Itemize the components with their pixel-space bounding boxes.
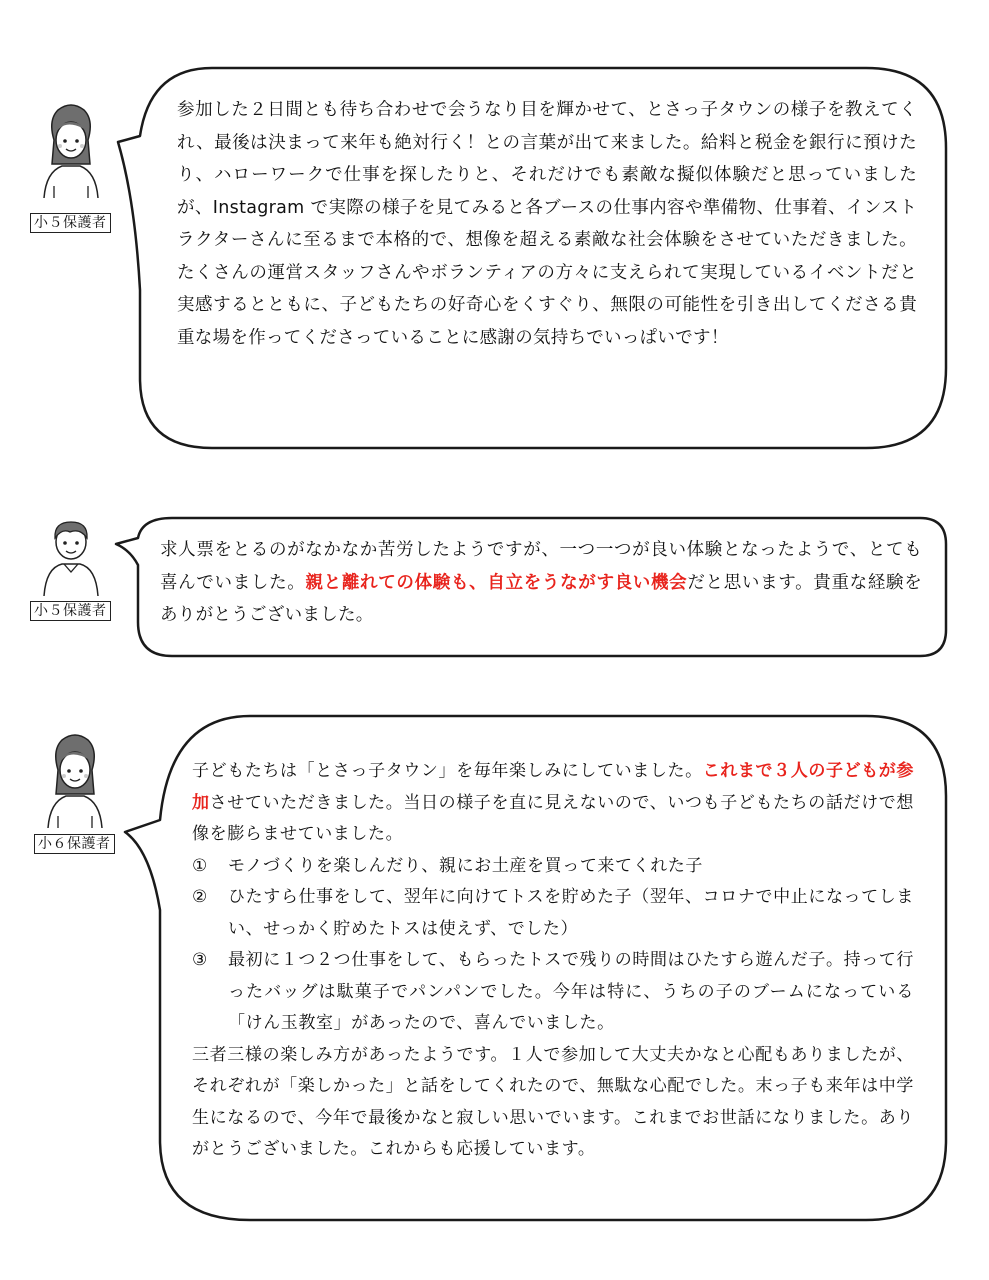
list-item-number: ③ xyxy=(192,950,208,970)
woman-avatar-icon xyxy=(40,730,110,830)
list-item-text: ひたすら仕事をして、翌年に向けてトスを貯めた子（翌年、コロナで中止になってしまい、せっかく貯めたトスは使えず、でした） xyxy=(228,887,914,939)
comment-intro-start: 子どもたちは「とさっ子タウン」を毎年楽しみにしていました。 xyxy=(192,761,703,781)
comment-text-start: 求人票をとるのがなかなか苦労したようですが、一つ一つが良い体験となったようで、とても喜んでいました。 xyxy=(160,540,922,593)
respondent-label: 小６保護者 xyxy=(34,834,115,854)
list-item xyxy=(192,851,914,883)
comment-closing: 三者三様の楽しみ方があったようです。１人で参加して大丈夫かなと心配もありましたが、それぞれが「楽しかった」と話をしてくれたので、無駄な心配でした。末っ子も来年は中学生になるので、今年で最後かなと寂しい思いでいます。これまでお世話になりました。ありがとうございました。これからも応援しています。 xyxy=(192,1044,914,1159)
list-item xyxy=(192,882,914,945)
highlighted-text: 親と離れての体験も、自立をうながす良い機会 xyxy=(305,572,688,593)
list-item-text: 最初に１つ２つ仕事をして、もらったトスで残りの時間はひたすら遊んだ子。持って行ったバッグは駄菓子でパンパンでした。今年は特に、うちの子のブームになっている「けん玉教室」があったので、喜んでいました。 xyxy=(228,950,914,1033)
comment-text xyxy=(192,756,914,1166)
respondent-label: 小５保護者 xyxy=(30,213,111,233)
comment-block-1 xyxy=(0,0,989,460)
comment-intro xyxy=(192,756,914,851)
comment-paragraph xyxy=(160,534,922,632)
man-avatar-icon xyxy=(36,512,106,598)
comment-text xyxy=(177,94,917,354)
comment-block-3 xyxy=(0,700,989,1240)
list-item-number: ② xyxy=(192,887,208,907)
woman-avatar-icon xyxy=(36,100,106,200)
comment-text-end: だと思います。貴重な経験をありがとうございました。 xyxy=(160,572,922,625)
comment-text xyxy=(160,534,922,632)
list-item-text: モノづくりを楽しんだり、親にお土産を買って来てくれた子 xyxy=(228,855,704,876)
comment-paragraph: 参加した２日間とも待ち合わせで会うなり目を輝かせて、とさっ子タウンの様子を教えてくれ、最後は決まって来年も絶対行く！との言葉が出て来ました。給料と税金を銀行に預けたり、ハローワークで仕事を探したりと、それだけでも素敵な擬似体験だと思っていましたが、Instagram で実際の様子を見てみると各ブースの仕事内容や準備物、仕事着、インストラクターさんに至るまで本格的で、想像を超える素敵な社会体験をさせていただきました。たくさんの運営スタッフさんやボランティアの方々に支えられて実現しているイベントだと実感するとともに、子どもたちの好奇心をくすぐり、無限の可能性を引き出してくださる貴重な場を作ってくださっていることに感謝の気持ちでいっぱいです！ xyxy=(177,100,917,348)
highlighted-text: これまで３人の子どもが参加 xyxy=(192,761,914,813)
comment-block-2 xyxy=(0,500,989,670)
respondent-label: 小５保護者 xyxy=(30,601,111,621)
list-item xyxy=(192,945,914,1040)
list-item-number: ① xyxy=(192,855,208,876)
comment-intro-end: させていただきました。当日の様子を直に見えないので、いつも子どもたちの話だけで想像を膨らませていました。 xyxy=(192,792,914,844)
